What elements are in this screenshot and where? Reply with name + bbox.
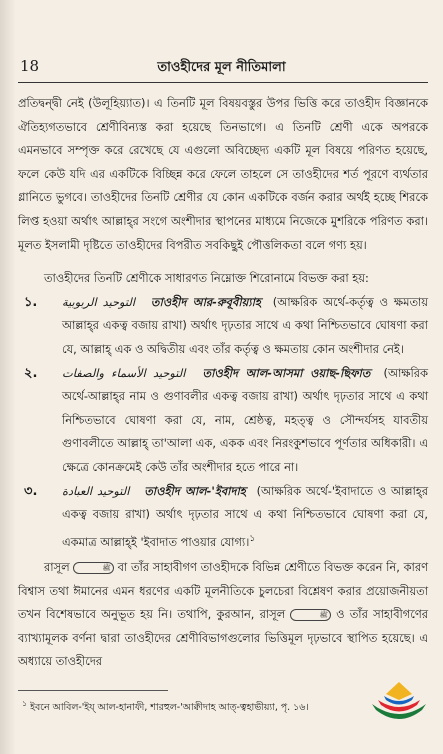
arabic-term: التوحيد الأسماء والصفات (62, 365, 186, 380)
list-item-number: ৩. (24, 483, 38, 499)
main-text (18, 92, 428, 674)
term-description: (আক্ষরিক অর্থে-আল্লাহ্‌র নাম ও গুণাবলীর একত্ব বজায় রাখা) অর্থাৎ দৃঢ়তার সাথে এ কথা নিশ্চিতভাবে ঘোষণা করা যে, নাম, শ্রেষ্ঠত্ব, মহত্ত্ব ও সৌন্দর্যসহ যাবতীয় গুণাবলীতে আল্লাহ্‌ তা'আলা এক, একক এবং নিরংকুশভাবে পূর্ণতার অধিকারী। এ ক্ষেত্রে কোনক্রমেই কেউ তাঁর অংশীদার হতে পারে না। (62, 365, 428, 474)
footnote-text: ইবনে আবিল-'ইয্‌ আল-হানাফী, শারহুল-'আক্বীদাহ আত্‌-ত্বহাভীয়্যা, পৃ. ১৬। (30, 702, 309, 714)
list-item (18, 362, 428, 480)
arabic-term: التوحيد الربوبية (62, 294, 136, 309)
running-title: তাওহীদের মূল নীতিমালা (157, 60, 286, 75)
footnote-rule (18, 690, 168, 691)
salaam-ligature-icon: ﷺ (73, 562, 113, 574)
footnote-number: ১ (22, 699, 28, 708)
logo-top-shape (386, 682, 412, 700)
page-header (0, 57, 443, 77)
list-item (18, 291, 428, 362)
term-transliteration: তাওহীদ আর-রুবূবীয়্যাহ (150, 294, 261, 309)
term-description: (আক্ষরিক অর্থে-কর্তৃত্ব ও ক্ষমতায় আল্লাহ্‌র একত্ব বজায় রাখা) অর্থাৎ দৃঢ়তার সাথে এ কথা নিশ্চিতভাবে ঘোষণা করা যে, আল্লাহ্‌ এক ও অদ্বিতীয় এবং তাঁর কর্তৃত্ব ও ক্ষমতায় কোন অংশীদার নেই। (62, 294, 428, 356)
list-item-number: ২. (24, 365, 38, 381)
publisher-logo-icon (366, 680, 432, 730)
list-item-number: ১. (24, 294, 38, 310)
paragraph-3-part-a: রাসূল (44, 560, 70, 575)
paragraph-3 (18, 556, 428, 674)
paragraph-3-part-b: বা তাঁর সাহাবীগণ তাওহীদকে বিভিন্ন শ্রেণীতে বিভক্ত করেন নি, কারণ বিশ্বাস তথা ঈমানের এমন ধরণের একটি মূলনীতিকে চুলচেরা বিশ্লেষণ করার প্রয়োজনীয়তা তখন বিশেষভাবে অনুভূত হয় নি। তথাপি, কুরআন, রাসূল (18, 560, 428, 622)
term-transliteration: তাওহীদ আল-আসমা ওয়াছ-ছিফাত (202, 365, 371, 380)
paragraph-1: প্রতিদ্বন্দ্বী নেই (উলূহিয়্যাত)। এ তিনটি মূল বিষয়বস্তুর উপর ভিত্তি করে তাওহীদ বিজ্ঞানকে ঐতিহ্যগতভাবে শ্রেণীবিন্যস্ত করা হয়েছে তিনভাগে। এ তিনটি শ্রেণী একে অপরকে এমনভাবে সম্পৃক্ত করে রেখেছে যে এগুলো অবিচ্ছেদ্য একটি মূল বিষয়ে পরিণত হয়েছে, ফলে কেউ যদি এর একটিকে বিচ্ছিন্ন করে ফেলে তাহলে সে তাওহীদের শর্ত পূরণে ব্যর্থতার গ্লানিতে ভুগবে। তাওহীদের তিনটি শ্রেণীর যে কোন একটিকে বর্জন করার অর্থই হচ্ছে শিরকে লিপ্ত হওয়া অর্থাৎ আল্লাহ্‌র সংগে অংশীদার স্থাপনের মাধ্যমে নিজেকে মুশরিকে পরিণত করা। মূলত ইসলামী দৃষ্টিতে তাওহীদের বিপরীত সবকিছুই পৌত্তলিকতা বলে গণ্য হয়। (18, 96, 428, 252)
term-transliteration: তাওহীদ আল-'ইবাদাহ (144, 483, 246, 498)
term-description: (আক্ষরিক অর্থে-'ইবাদাতে ও আল্লাহ্‌র একত্ব বজায় রাখা) অর্থাৎ দৃঢ়তার সাথে এ কথা নিশ্চিতভাবে ঘোষণা করা যে, একমাত্র আল্লাহ্‌ই 'ইবাদাত পাওয়ার যোগ্য। (62, 483, 429, 549)
salaam-ligature-icon: ﷺ (290, 609, 330, 621)
footnote-marker: ১ (249, 532, 256, 544)
header-rule (18, 82, 428, 83)
arabic-term: التوحيد العبادة (62, 483, 130, 498)
page-number: 18 (20, 57, 40, 75)
footnote (22, 697, 382, 714)
paragraph-3-part-c: ও তাঁর সাহাবীগণের ব্যাখ্যামূলক বর্ণনা দ্বারা তাওহীদের শ্রেণীবিভাগগুলোর ভিত্তিমূল দৃঢ়ভাবে স্থাপিত হয়েছে। এ অধ্যায়ে তাওহীদের (18, 607, 429, 669)
page-gutter-shadow (0, 0, 16, 754)
paragraph-2: তাওহীদের তিনটি শ্রেণীকে সাধারণত নিম্নোক্ত শিরোনামে বিভক্ত করা হয়: (44, 271, 369, 286)
list-item (18, 480, 428, 555)
